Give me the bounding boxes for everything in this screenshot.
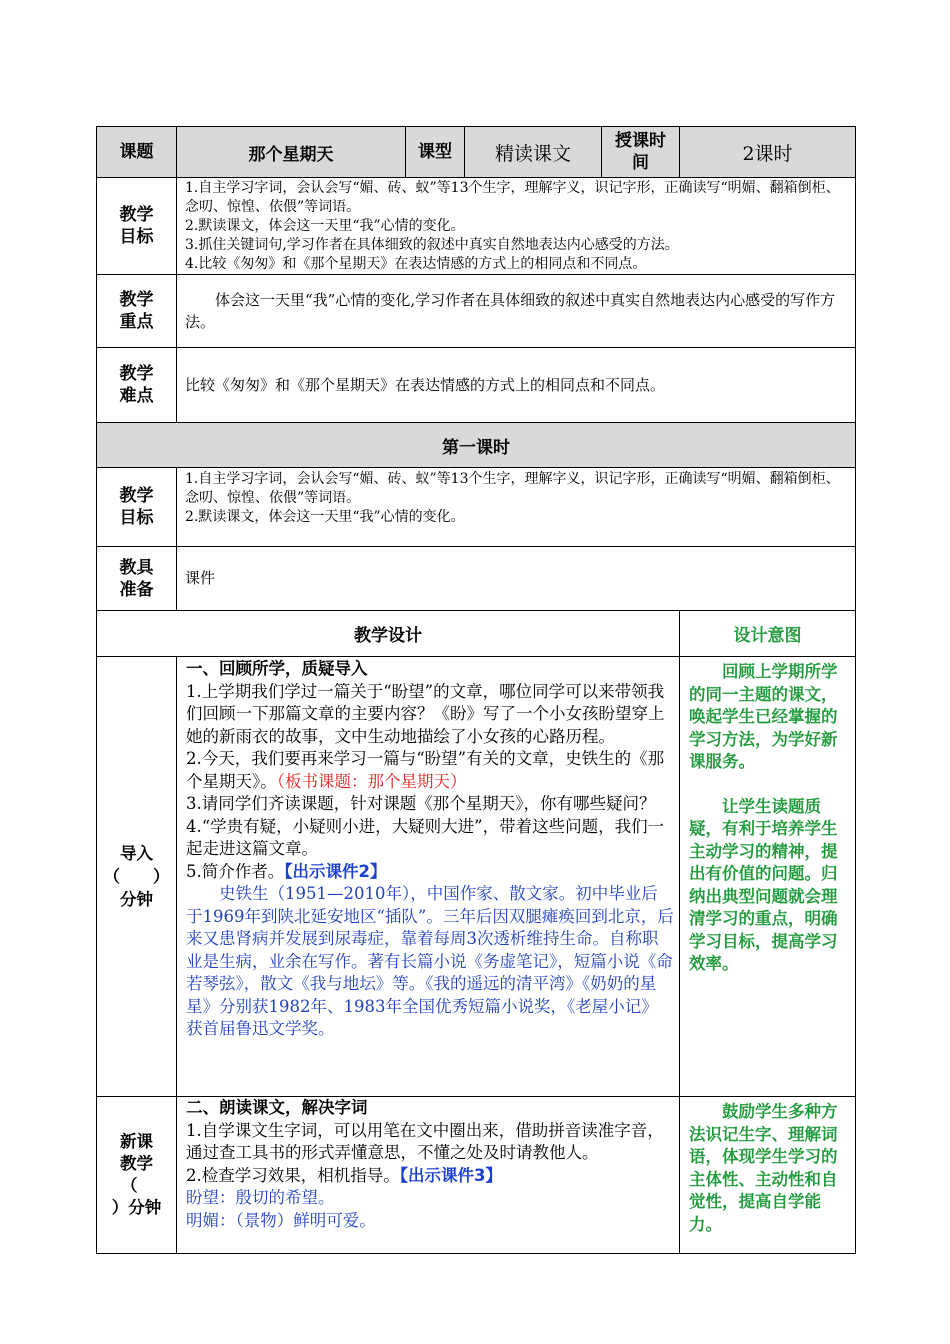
goal-item: 2.默读课文，体会这一天里“我”心情的变化。 bbox=[185, 218, 465, 234]
intro-intent bbox=[680, 657, 856, 1097]
topic-label: 课题 bbox=[97, 127, 177, 178]
intent-text: 让学生读题质疑，有利于培养学生主动学习的精神，提出有价值的问题。归纳出典型问题就会理清学习的重点，明确学习目标，提高学习效率。 bbox=[689, 796, 838, 973]
goals-row bbox=[97, 178, 856, 275]
goal-item: 1.自主学习字词，会认会写“媚、砖、蚁”等13个生字，理解字义，识记字形，正确读写“明媚、翻箱倒柜、念叨、惊惶、依偎”等词语。 bbox=[185, 180, 840, 215]
topic-value: 那个星期天 bbox=[177, 127, 406, 178]
intro-p5 bbox=[186, 861, 674, 884]
newlesson-content bbox=[177, 1097, 680, 1254]
focus-label: 教学重点 bbox=[97, 275, 177, 348]
lesson1-goals-label: 教学目标 bbox=[97, 468, 177, 547]
intro-content bbox=[177, 657, 680, 1097]
newlesson-p2-text: 2.检查学习效果，相机指导。 bbox=[186, 1165, 400, 1185]
difficulty-row bbox=[97, 348, 856, 423]
newlesson-heading: 二、朗读课文，解决字词 bbox=[186, 1098, 368, 1117]
tools-row bbox=[97, 547, 856, 611]
difficulty-label: 教学难点 bbox=[97, 348, 177, 423]
newlesson-intent bbox=[680, 1097, 856, 1254]
newlesson-label-top: 新课教学 bbox=[120, 1132, 153, 1173]
intro-p4: 4.“学贵有疑，小疑则小进，大疑则大进”，带着这些问题，我们一起走进这篇文章。 bbox=[186, 816, 665, 858]
newlesson-label-bottom: ）分钟 bbox=[111, 1198, 162, 1217]
goal-item: 2.默读课文，体会这一天里“我”心情的变化。 bbox=[185, 509, 465, 525]
word-item: 盼望：殷切的希望。 bbox=[186, 1188, 335, 1207]
focus-text: 体会这一天里“我”心情的变化,学习作者在具体细致的叙述中真实自然地表达内心感受的写作方法。 bbox=[177, 275, 856, 348]
intro-p2-text: 2.今天，我们要再来学习一篇与“盼望”有关的文章，史铁生的《那个星期天》。 bbox=[186, 749, 665, 791]
design-header: 教学设计 bbox=[97, 611, 680, 657]
newlesson-p2 bbox=[186, 1165, 674, 1188]
lesson-plan-table bbox=[96, 126, 856, 1254]
newlesson-row bbox=[97, 1097, 856, 1254]
board-title-note: （板书课题：那个星期天） bbox=[276, 771, 467, 791]
goals-label: 教学目标 bbox=[97, 178, 177, 275]
intro-p1: 1.上学期我们学过一篇关于“盼望”的文章，哪位同学可以来带领我们回顾一下那篇文章的主要内容？《盼》写了一个小女孩盼望穿上她的新雨衣的故事，文中生动地描绘了小女孩的心路历程。 bbox=[186, 681, 665, 746]
intent-header: 设计意图 bbox=[680, 611, 856, 657]
lesson1-title-row bbox=[97, 423, 856, 468]
intro-label-mid: （ ） bbox=[103, 867, 170, 886]
intent-text: 鼓励学生多种方法识记生字、理解词语，体现学生学习的主体性、主动性和自觉性，提高自学能力。 bbox=[689, 1102, 838, 1234]
intro-label bbox=[97, 657, 177, 1097]
intro-label-bottom: 分钟 bbox=[120, 890, 153, 909]
design-header-row bbox=[97, 611, 856, 657]
intro-p2 bbox=[186, 748, 674, 793]
intro-heading: 一、回顾所学，质疑导入 bbox=[186, 659, 368, 678]
intro-p5-text: 5.简介作者。 bbox=[186, 861, 285, 881]
tools-label: 教具准备 bbox=[97, 547, 177, 611]
goal-item: 3.抓住关键词句,学习作者在具体细致的叙述中真实自然地表达内心感受的方法。 bbox=[185, 237, 679, 253]
courseware-tag: 【出示课件3】 bbox=[399, 1165, 502, 1185]
goal-item: 1.自主学习字词，会认会写“媚、砖、蚁”等13个生字，理解字义，识记字形，正确读写“明媚、翻箱倒柜、念叨、惊惶、依偎”等词语。 bbox=[185, 471, 840, 506]
newlesson-label-mid: （ bbox=[121, 1176, 138, 1195]
newlesson-label bbox=[97, 1097, 177, 1254]
type-value: 精读课文 bbox=[465, 127, 602, 178]
header-row bbox=[97, 127, 856, 178]
goal-item: 4.比较《匆匆》和《那个星期天》在表达情感的方式上的相同点和不同点。 bbox=[185, 256, 647, 272]
intro-p3: 3.请同学们齐读课题，针对课题《那个星期天》，你有哪些疑问？ bbox=[186, 794, 656, 813]
goals-content bbox=[177, 178, 856, 275]
time-value: 2课时 bbox=[680, 127, 856, 178]
lesson1-goals-row bbox=[97, 468, 856, 547]
tools-value: 课件 bbox=[177, 547, 856, 611]
courseware-tag: 【出示课件2】 bbox=[284, 861, 387, 881]
time-label: 授课时间 bbox=[602, 127, 680, 178]
word-item: 明媚：（景物）鲜明可爱。 bbox=[186, 1210, 376, 1230]
type-label: 课型 bbox=[406, 127, 465, 178]
intent-text: 回顾上学期所学的同一主题的课文，唤起学生已经掌握的学习方法，为学好新课服务。 bbox=[689, 662, 838, 771]
lesson1-title: 第一课时 bbox=[97, 423, 856, 468]
focus-row bbox=[97, 275, 856, 348]
intro-row bbox=[97, 657, 856, 1097]
author-bio: 史铁生（1951—2010年），中国作家、散文家。初中毕业后于1969年到陕北延安地区“插队”。三年后因双腿瘫痪回到北京，后来又患肾病并发展到尿毒症，靠着每周3次透析维持生命。自称职业是生病，业余在写作。著有长篇小说《务虚笔记》，短篇小说《命若琴弦》，散文《我与地坛》等。《我的遥远的清平湾》《奶奶的星星》分别获1982年、1983年全国优秀短篇小说奖，《老屋小记》获首届鲁迅文学奖。 bbox=[186, 884, 674, 1038]
intro-label-top: 导入 bbox=[120, 844, 153, 863]
lesson-plan bbox=[96, 126, 855, 1254]
newlesson-p1: 1.自学课文生字词，可以用笔在文中圈出来，借助拼音读准字音，通过查工具书的形式弄懂意思，不懂之处及时请教他人。 bbox=[186, 1120, 664, 1162]
lesson1-goals-content bbox=[177, 468, 856, 547]
difficulty-text: 比较《匆匆》和《那个星期天》在表达情感的方式上的相同点和不同点。 bbox=[177, 348, 856, 423]
